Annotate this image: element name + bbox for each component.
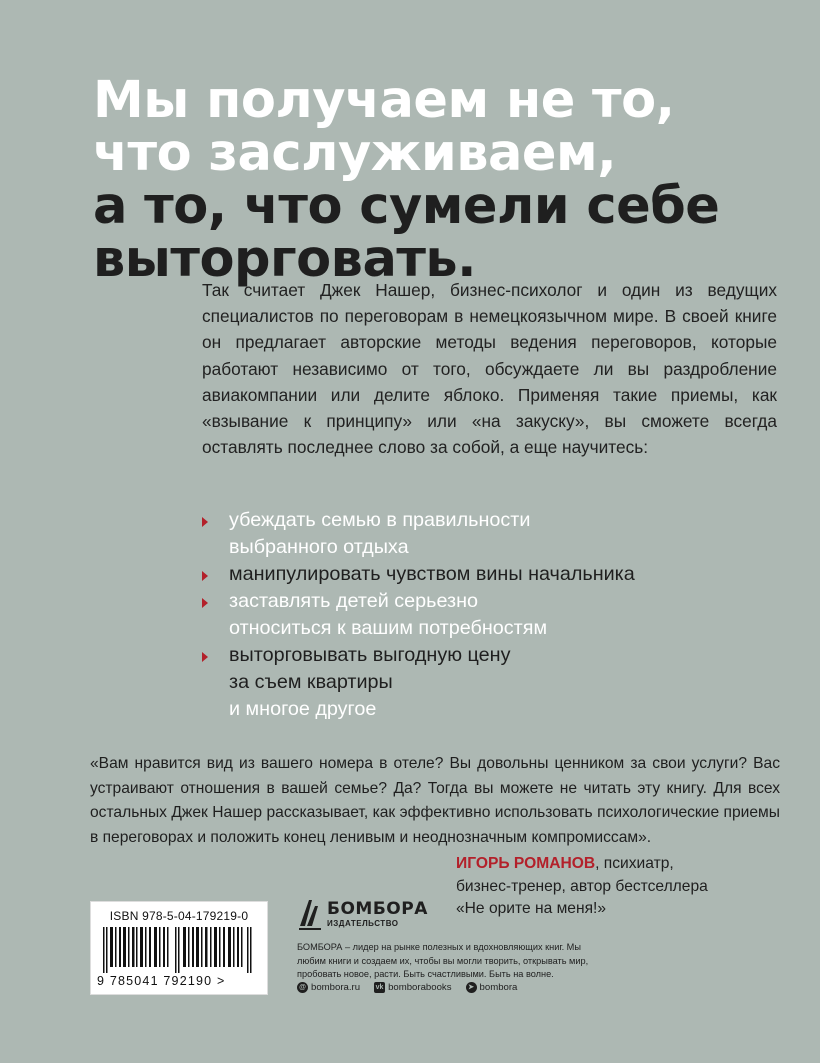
publisher-logo [297, 896, 437, 938]
bullet-text-cont: выбранного отдыха [229, 536, 409, 558]
quote-paragraph: «Вам нравится вид из вашего номера в отеле? Вы довольны ценником за свои услуги? Вас устраивают отношения в вашей семье? Да? Тогда вы можете не читать эту книгу. Для всех остальных Джек Нашер рассказывает, как эффективно использовать психологические приемы в переговорах и положить конец ленивым и неоднозначным компромиссам». [90, 755, 780, 846]
bullet-text: манипулировать чувством вины начальника [229, 563, 635, 585]
headline-line-1: Мы получаем не то, [93, 71, 675, 130]
social-link-vk[interactable] [374, 982, 451, 993]
triangle-bullet-icon [202, 571, 208, 581]
bullet-item [202, 588, 762, 642]
publisher-name: БОМБОРА [327, 899, 428, 919]
social-link-web[interactable] [297, 982, 360, 993]
headline-line-4: выторговать. [93, 230, 477, 289]
social-link-telegram[interactable] [466, 982, 518, 993]
bullet-text: убеждать семью в правильности [229, 509, 531, 531]
bombora-logo-icon [297, 896, 323, 930]
publisher-subtitle: ИЗДАТЕЛЬСТВО [327, 919, 399, 928]
barcode-box [90, 901, 268, 995]
publisher-description: БОМБОРА – лидер на рынке полезных и вдохновляющих книг. Мы любим книги и создаем их, чтобы вы могли творить, открывать мир, пробовать новое, расти. Быть счастливыми. Быть на волне. [297, 942, 589, 979]
web-icon: @ [297, 982, 308, 993]
isbn-label: ISBN 978-5-04-179219-0 [109, 909, 249, 923]
bullet-item [202, 561, 762, 588]
bullet-list [202, 507, 762, 723]
bullet-text-cont: относиться к вашим потребностям [229, 617, 548, 639]
headline-line-2: что заслуживаем, [93, 124, 617, 183]
bullet-text: заставлять детей серьезно [229, 590, 479, 612]
triangle-bullet-icon [202, 517, 208, 527]
barcode-bars [103, 927, 257, 973]
bullet-extra: и многое другое [229, 698, 377, 720]
author-line-3: «Не орите на меня!» [456, 900, 607, 917]
triangle-bullet-icon [202, 652, 208, 662]
bullet-item [202, 642, 762, 696]
author-role: , психиатр, [595, 855, 674, 872]
bullet-text: выторговывать выгодную цену [229, 644, 511, 666]
quote-author [456, 853, 776, 921]
headline-line-3: а то, что сумели себе [93, 177, 720, 236]
bullet-item [202, 507, 762, 561]
barcode-digits: 9 785041 792190 > [97, 974, 226, 988]
headline [93, 71, 793, 289]
triangle-bullet-icon [202, 598, 208, 608]
telegram-icon: ➤ [466, 982, 477, 993]
author-name: ИГОРЬ РОМАНОВ [456, 855, 596, 872]
intro-paragraph: Так считает Джек Нашер, бизнес-психолог и один из ведущих специалистов по переговорам в немецкоязычном мире. В своей книге он предлагает авторские методы ведения переговоров, которые работают независимо от того, обсуждаете ли вы раздробление авиакомпании или делите яблоко. Применяя такие приемы, как «взывание к принципу» или «на закуску», вы сможете всегда оставлять последнее слово за собой, а еще научитесь: [202, 280, 777, 458]
bullet-text-cont: за съем квартиры [229, 671, 393, 693]
author-line-2: бизнес-тренер, автор бестселлера [456, 877, 708, 895]
social-text: bomborabooks [388, 982, 452, 993]
social-text: bombora.ru [311, 982, 361, 993]
social-links [297, 982, 597, 993]
vk-icon: vk [375, 984, 384, 991]
social-text: bombora [479, 982, 518, 993]
